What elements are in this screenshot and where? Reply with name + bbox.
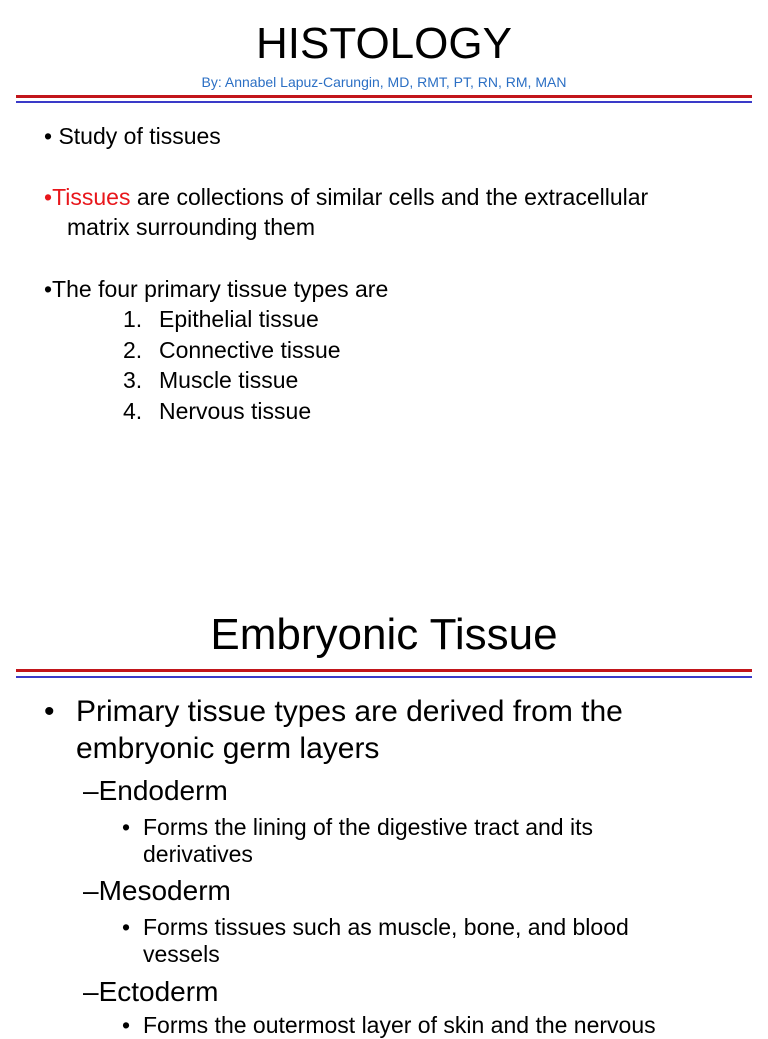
layer-description-cont: vessels [143,941,220,967]
definition-text: are collections of similar cells and the extracellular [130,184,649,210]
title-divider-red [16,669,752,672]
layer-description: Forms the lining of the digestive tract and its [143,814,593,840]
bullet-primary-types-cont: embryonic germ layers [76,732,380,765]
layer-name: Mesoderm [98,875,231,906]
bullet-study-of-tissues: • Study of tissues [44,123,221,149]
list-text: Epithelial tissue [159,306,319,332]
layer-description: Forms the outermost layer of skin and the nervous [143,1012,656,1038]
bullet-tissues-definition [44,182,648,212]
bullet-primary-types: Primary tissue types are derived from the [76,695,623,728]
list-number: 2. [123,337,143,363]
list-number: 4. [123,398,143,424]
dash: – [83,976,99,1007]
list-item [123,335,341,365]
highlighted-term: Tissues [52,184,131,210]
list-item [123,304,319,334]
bullet-mark: • [44,695,55,728]
dash: – [83,775,99,806]
germ-layer-ectoderm [83,975,218,1009]
list-number: 3. [123,367,143,393]
definition-continuation: matrix surrounding them [67,214,315,240]
slide-title-embryonic: Embryonic Tissue [210,610,558,659]
germ-layer-endoderm [83,774,228,808]
bullet-mark: • [44,184,53,210]
list-text: Muscle tissue [159,367,299,393]
slide-title: HISTOLOGY [256,19,512,68]
list-text: Nervous tissue [159,398,312,424]
layer-description: Forms tissues such as muscle, bone, and blood [143,914,629,940]
dash: – [83,875,99,906]
layer-name: Ectoderm [98,976,219,1007]
layer-name: Endoderm [98,775,228,806]
germ-layer-mesoderm [83,874,231,908]
layer-description-cont: derivatives [143,841,253,867]
sub-bullet-mark: • [122,1012,131,1038]
title-divider-blue [16,101,752,103]
byline: By: Annabel Lapuz-Carungin, MD, RMT, PT, RN, RM, MAN [201,74,567,90]
slide-histology [0,0,768,512]
title-divider-red [16,95,752,98]
list-number: 1. [123,306,143,332]
title-divider-blue [16,676,752,678]
list-text: Connective tissue [159,337,341,363]
sub-bullet-mark: • [122,814,131,840]
list-item [123,365,299,395]
bullet-four-types: •The four primary tissue types are [44,276,389,302]
list-item [123,396,312,426]
sub-bullet-mark: • [122,914,131,940]
